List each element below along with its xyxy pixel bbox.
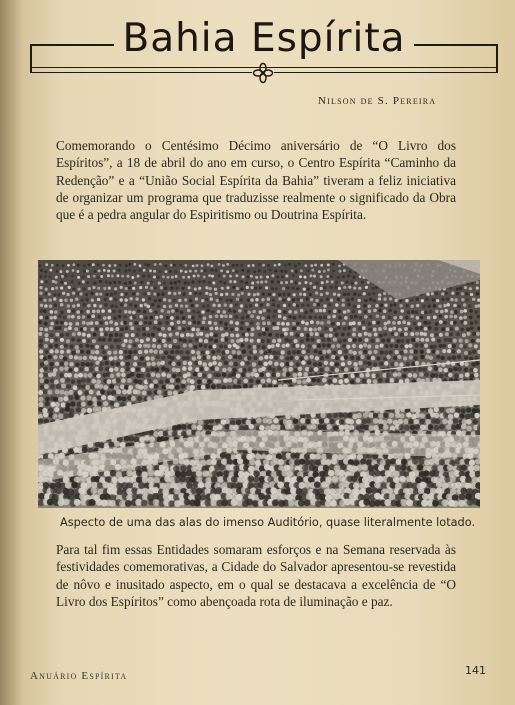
- masthead: [30, 14, 498, 84]
- photo-caption: Aspecto de uma das alas do imenso Auditório, quase literalmente lotado.: [60, 516, 476, 529]
- masthead-title: Bahia Espírita: [122, 16, 406, 61]
- article-author: Nilson de S. Pereira: [318, 95, 437, 107]
- article-paragraph: Para tal fim essas Entidades somaram esforços e na Semana reservada às festividades comemorativas, a Cidade do Salvador apresentou-se revestida de nôvo e inusitado aspecto, em o qual se destacava a excelência de “O Livro dos Espíritos” como abençoada rota de iluminação e paz.: [56, 542, 456, 609]
- footer-publication-name: Anuário Espírita: [30, 670, 128, 682]
- book-spine-shadow: [0, 0, 22, 705]
- flower-ornament-icon: [252, 62, 274, 84]
- article-paragraph: Comemorando o Centésimo Décimo aniversário de “O Livro dos Espíritos”, a 18 de abril do ano em curso, o Centro Espírita “Caminho da Redenção” e a “União Social Espírita da Bahia” tiveram a feliz iniciativa de organizar um programa que traduzisse realmente o significado da Obra que é a pedra angular do Espiritismo ou Doutrina Espírita.: [56, 138, 456, 223]
- auditorium-photo: [38, 260, 480, 508]
- page-number: 141: [465, 664, 486, 677]
- auditorium-crowd-image: [38, 260, 480, 508]
